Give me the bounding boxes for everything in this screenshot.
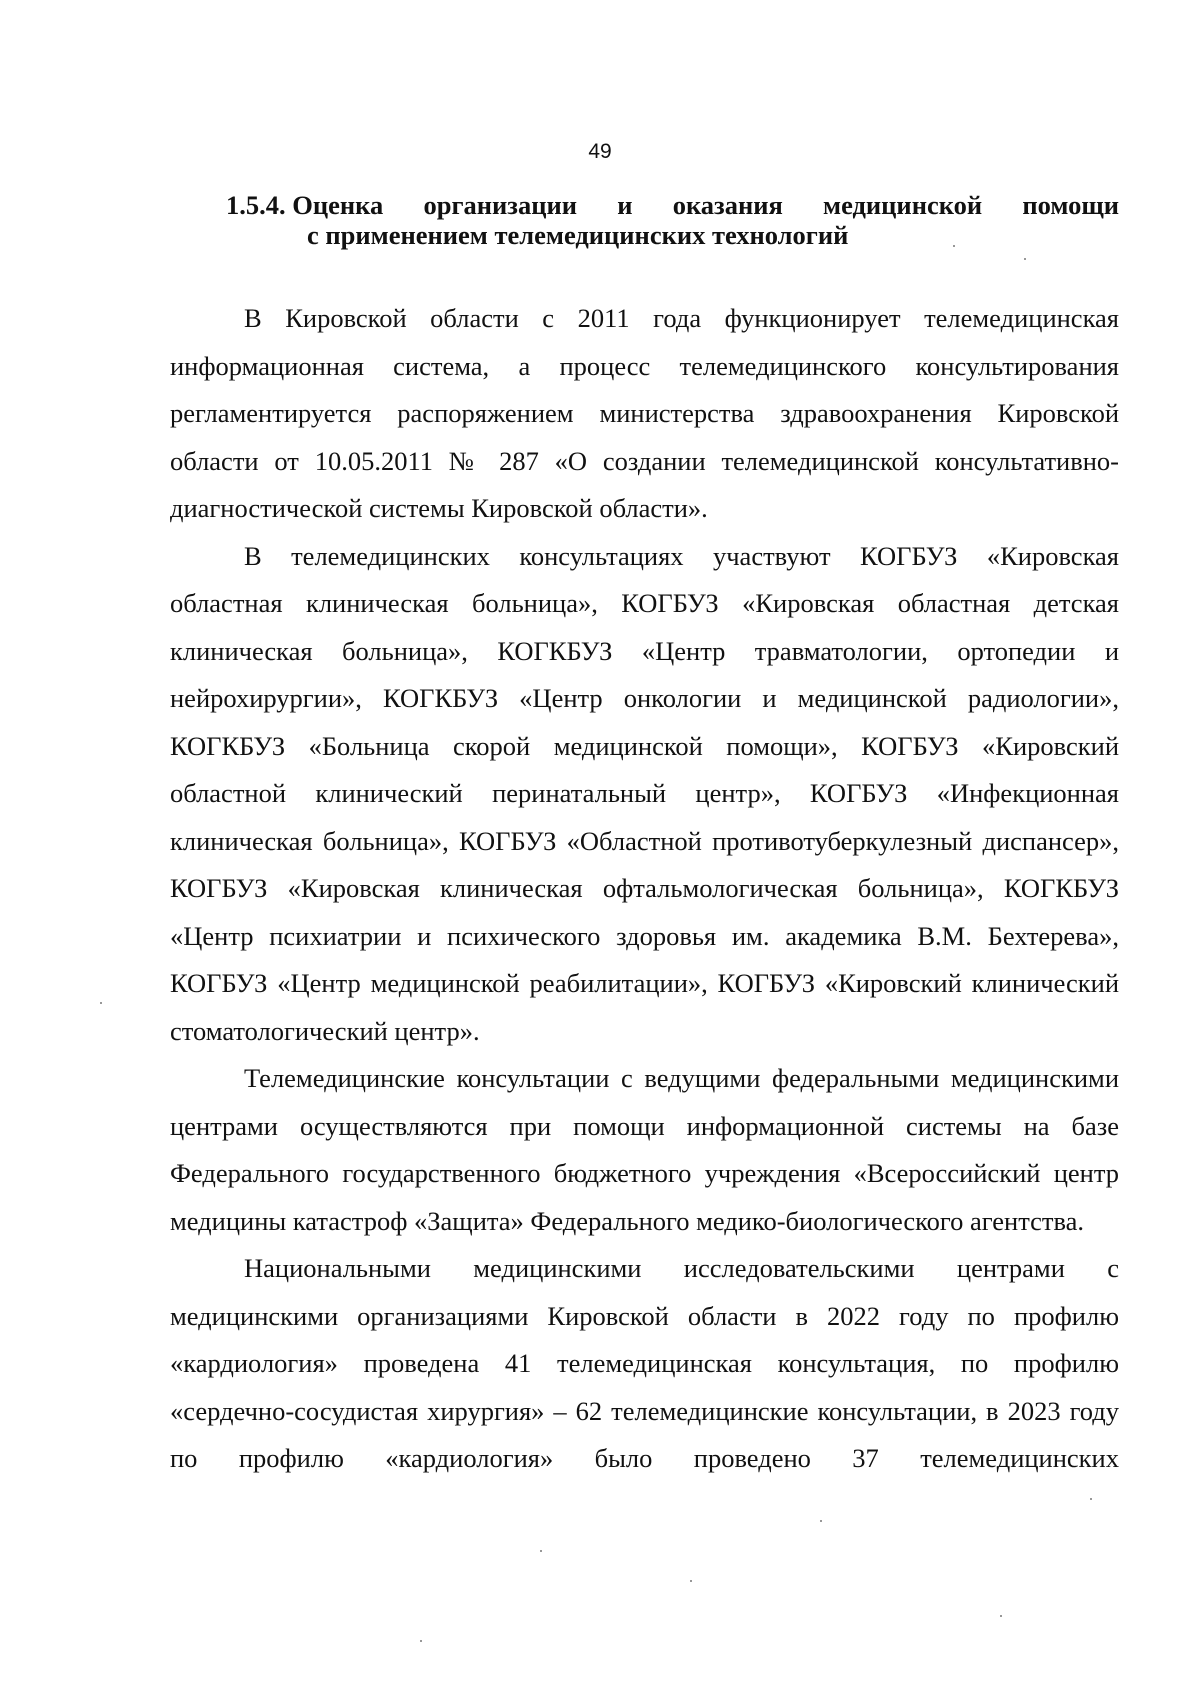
heading-line-2: с применением телемедицинских технологий	[307, 220, 849, 250]
heading-line-1	[226, 190, 1119, 220]
scan-speck	[690, 1580, 692, 1582]
scan-speck	[1000, 1615, 1002, 1617]
heading-word: помощи	[1022, 190, 1119, 220]
scan-speck	[820, 1520, 822, 1522]
section-heading	[226, 190, 1119, 250]
paragraph: Телемедицинские консультации с ведущими федеральными медицинскими центрами осуществляются при помощи информационной системы на базе Федерального государственного бюджетного учреждения «Всероссийский центр медицины катастроф «Защита» Федерального медико-биологического агентства.	[170, 1063, 1119, 1236]
heading-word: оказания	[672, 190, 783, 220]
scan-speck	[1090, 1498, 1092, 1500]
heading-word: 1.5.4. Оценка	[226, 190, 384, 220]
page-number: 49	[588, 140, 612, 163]
paragraph: Национальными медицинскими исследовательскими центрами с медицинскими организациями Кировской области в 2022 году по профилю «кардиология» проведена 41 телемедицинская консультация, по профилю «сердечно-сосудистая хирургия» – 62 телемедицинские консультации, в 2023 году по профилю «кардиология» было проведено 37 телемедицинских	[170, 1253, 1119, 1473]
heading-word: организации	[423, 190, 577, 220]
scan-speck	[953, 245, 955, 247]
heading-word: медицинской	[823, 190, 983, 220]
scan-speck	[1024, 258, 1026, 260]
scan-speck	[540, 1550, 542, 1552]
scan-speck	[420, 1640, 422, 1642]
body-text	[170, 295, 1119, 1483]
scan-speck	[100, 1002, 102, 1004]
heading-word: и	[617, 190, 633, 220]
paragraph: В телемедицинских консультациях участвуют КОГБУЗ «Кировская областная клиническая больница», КОГБУЗ «Кировская областная детская клиническая больница», КОГКБУЗ «Центр травматологии, ортопедии и нейрохирургии», КОГКБУЗ «Центр онкологии и медицинской радиологии», КОГКБУЗ «Больница скорой медицинской помощи», КОГБУЗ «Кировский областной клинический перинатальный центр», КОГБУЗ «Инфекционная клиническая больница», КОГБУЗ «Областной противотуберкулезный диспансер», КОГБУЗ «Кировская клиническая офтальмологическая больница», КОГКБУЗ «Центр психиатрии и психического здоровья им. академика В.М. Бехтерева», КОГБУЗ «Центр медицинской реабилитации», КОГБУЗ «Кировский клинический стоматологический центр».	[170, 540, 1119, 1046]
paragraph: В Кировской области с 2011 года функционирует телемедицинская информационная система, а процесс телемедицинского консультирования регламентируется распоряжением министерства здравоохранения Кировской области от 10.05.2011 № 287 «О создании телемедицинской консультативно-диагностической системы Кировской области».	[170, 303, 1119, 523]
